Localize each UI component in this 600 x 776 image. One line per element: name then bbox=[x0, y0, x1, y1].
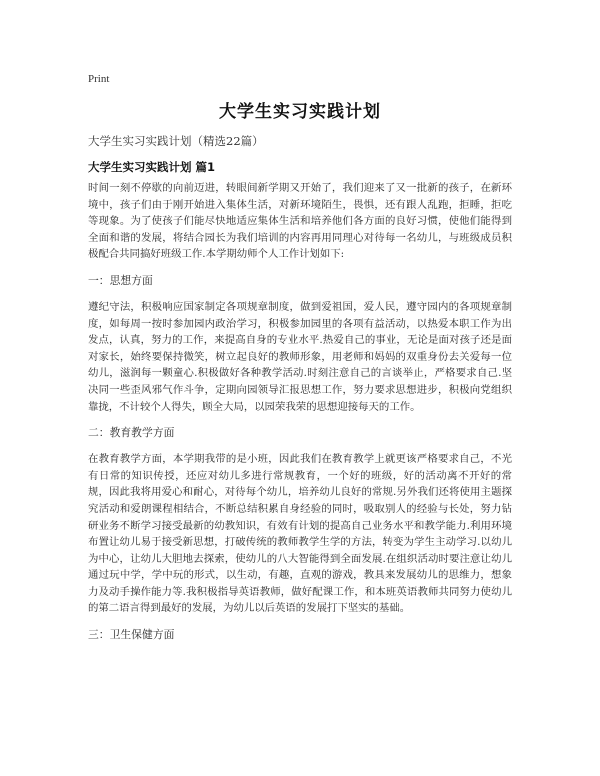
paragraph-thought: 遵纪守法，积极响应国家制定各项规章制度，做到爱祖国，爱人民，遵守园内的各项规章制度，如每周一按时参加园内政治学习，积极参加园里的各项有益活动，以热爱本职工作为出发点，认真，努力的工作，来提高自身的专业水平.热爱自己的事业，无论是面对孩子还是面对家长，始终要保持微笑，树立起良好的教师形象，用老师和妈妈的双重身份去关爱每一位幼儿，滋润每一颗童心.积极做好各种教学活动.时刻注意自己的言谈举止，严格要求自己.坚决同一些歪风邪气作斗争，定期向园领导汇报思想工作，努力要求思想进步，积极向党组织靠拢，不计较个人得失，顾全大局，以园荣我荣的思想迎接每天的工作。 bbox=[88, 300, 512, 413]
paragraph-teaching: 在教育教学方面，本学期我带的是小班，因此我们在教育教学上就更该严格要求自己，不光有日常的知识传授，还应对幼儿多进行常规教育，一个好的班级，好的活动离不开好的常规，因此我将用爱心和耐心，对待每个幼儿，培养幼儿良好的常规.另外我们还将使用主题探究活动和爱朗课程相结合，不断总结积累自身经验的同时，吸取别人的经验与长处，努力钻研业务不断学习接受最新的幼教知识，有效有计划的提高自己业务水平和教学能力.利用环境布置让幼儿易于接受新思想，打破传统的教师教学生学的方法，转变为学生主动学习.以幼儿为中心，让幼儿大胆地去探索，使幼儿的八大智能得到全面发展.在组织活动时要注意让幼儿通过玩中学，学中玩的形式，以生动，有趣，直观的游戏，教具来发展幼儿的思维力，想象力及动手操作能力等.我积极指导英语教师，做好配课工作，和本班英语教师共同努力使幼儿的第二语言得到最好的发展，为幼儿以后英语的发展打下坚实的基础。 bbox=[88, 453, 512, 615]
subheading-health: 三：卫生保健方面 bbox=[88, 628, 175, 642]
document-title: 大学生实习实践计划 bbox=[219, 102, 381, 122]
subheading-thought: 一：思想方面 bbox=[88, 273, 153, 287]
print-label[interactable]: Print bbox=[88, 73, 110, 85]
intro-paragraph: 时间一刻不停歇的向前迈进，转眼间新学期又开始了，我们迎来了又一批新的孩子，在新环境中，孩子们由于刚开始进入集体生活，对新环境陌生，畏惧，还有跟人乱跑，拒睡，拒吃等现象。为了使孩子们能尽快地适应集体生活和培养他们各方面的良好习惯，使他们能得到全面和谐的发展，将结合园长为我们培训的内容再用同理心对待每一名幼儿，与班级成员积极配合共同搞好班级工作.本学期幼师个人工作计划如下: bbox=[88, 182, 512, 261]
document-subtitle: 大学生实习实践计划（精选22篇） bbox=[88, 134, 264, 148]
section-heading: 大学生实习实践计划 篇1 bbox=[88, 160, 216, 174]
subheading-teaching: 二：教育教学方面 bbox=[88, 426, 175, 440]
